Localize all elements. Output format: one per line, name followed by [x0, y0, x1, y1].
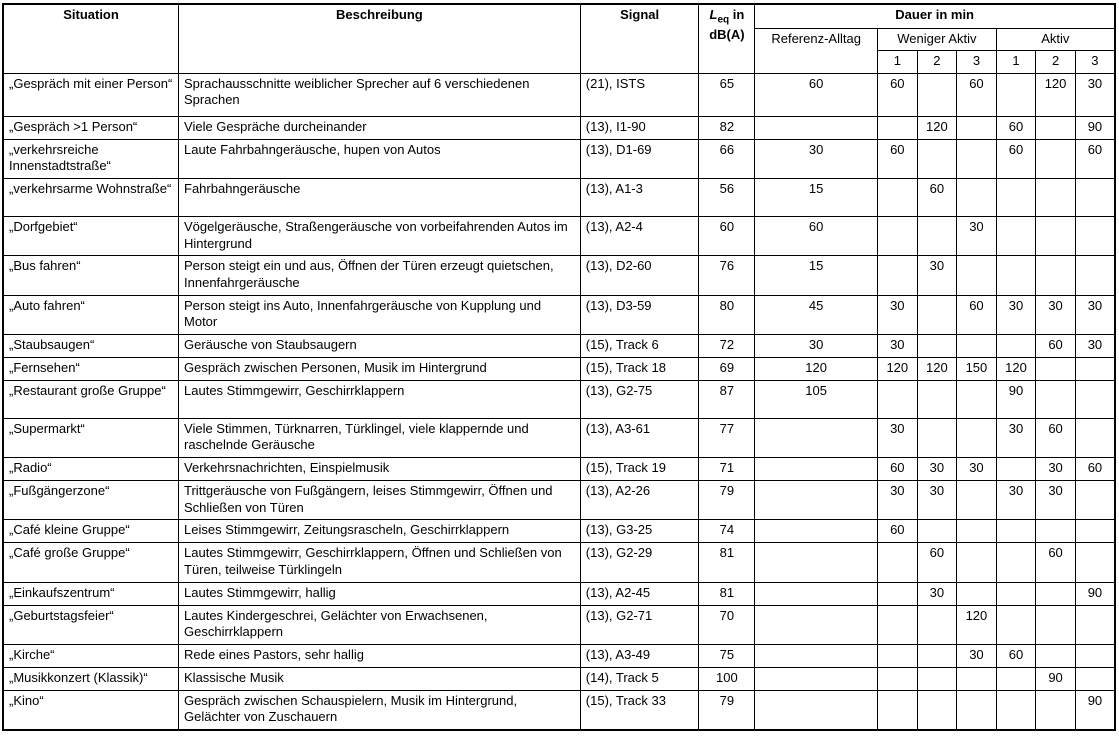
duration-aktiv-3-cell: 30	[1075, 295, 1115, 334]
duration-aktiv-2-cell	[1036, 179, 1076, 217]
duration-weniger-aktiv-3-cell	[957, 690, 997, 730]
duration-aktiv-3-cell	[1075, 179, 1115, 217]
duration-weniger-aktiv-2-cell: 30	[917, 256, 957, 295]
duration-referenz-alltag-cell: 15	[755, 179, 878, 217]
situation-cell: „Fußgängerzone“	[3, 481, 179, 520]
duration-weniger-aktiv-1-cell	[878, 582, 918, 605]
duration-aktiv-2-cell: 30	[1036, 481, 1076, 520]
duration-referenz-alltag-cell	[755, 543, 878, 582]
situation-cell: „Einkaufszentrum“	[3, 582, 179, 605]
table-row	[3, 357, 1115, 380]
duration-aktiv-2-cell	[1036, 380, 1076, 418]
duration-aktiv-2-cell: 90	[1036, 667, 1076, 690]
duration-weniger-aktiv-2-cell: 120	[917, 357, 957, 380]
weniger-aktiv-session-1: 1	[878, 51, 918, 74]
duration-weniger-aktiv-3-cell: 30	[957, 644, 997, 667]
duration-weniger-aktiv-3-cell	[957, 481, 997, 520]
table-row	[3, 582, 1115, 605]
duration-referenz-alltag-cell: 30	[755, 139, 878, 178]
duration-referenz-alltag-cell	[755, 644, 878, 667]
situation-cell: „Staubsaugen“	[3, 334, 179, 357]
duration-aktiv-3-cell	[1075, 256, 1115, 295]
duration-weniger-aktiv-3-cell: 120	[957, 605, 997, 644]
duration-aktiv-3-cell: 90	[1075, 582, 1115, 605]
column-header-weniger-aktiv: Weniger Aktiv	[878, 28, 997, 51]
duration-weniger-aktiv-2-cell	[917, 690, 957, 730]
situation-cell: „Café große Gruppe“	[3, 543, 179, 582]
duration-aktiv-1-cell	[996, 217, 1036, 256]
table-row	[3, 116, 1115, 139]
signal-cell: (13), A3-61	[580, 418, 699, 457]
beschreibung-cell: Viele Stimmen, Türknarren, Türklingel, viele klappernde und raschelnde Geräusche	[179, 418, 581, 457]
duration-weniger-aktiv-1-cell	[878, 543, 918, 582]
duration-referenz-alltag-cell	[755, 667, 878, 690]
situation-cell: „Supermarkt“	[3, 418, 179, 457]
duration-aktiv-2-cell	[1036, 605, 1076, 644]
duration-aktiv-2-cell: 60	[1036, 418, 1076, 457]
table-row	[3, 690, 1115, 730]
duration-referenz-alltag-cell: 120	[755, 357, 878, 380]
duration-weniger-aktiv-3-cell	[957, 334, 997, 357]
situation-cell: „Kirche“	[3, 644, 179, 667]
duration-weniger-aktiv-1-cell: 60	[878, 520, 918, 543]
duration-weniger-aktiv-3-cell	[957, 543, 997, 582]
beschreibung-cell: Lautes Stimmgewirr, Geschirrklappern	[179, 380, 581, 418]
duration-aktiv-1-cell: 60	[996, 644, 1036, 667]
duration-aktiv-1-cell	[996, 256, 1036, 295]
duration-aktiv-1-cell: 60	[996, 139, 1036, 178]
beschreibung-cell: Lautes Kindergeschrei, Gelächter von Erwachsenen, Geschirrklappern	[179, 605, 581, 644]
duration-weniger-aktiv-1-cell: 120	[878, 357, 918, 380]
duration-weniger-aktiv-1-cell	[878, 217, 918, 256]
beschreibung-cell: Lautes Stimmgewirr, Geschirrklappern, Öffnen und Schließen von Türen, teilweise Türklingeln	[179, 543, 581, 582]
leq-value-cell: 60	[699, 217, 755, 256]
duration-aktiv-2-cell	[1036, 116, 1076, 139]
signal-cell: (21), ISTS	[580, 73, 699, 116]
table-row	[3, 644, 1115, 667]
situation-cell: „Auto fahren“	[3, 295, 179, 334]
leq-value-cell: 69	[699, 357, 755, 380]
signal-cell: (13), A1-3	[580, 179, 699, 217]
leq-value-cell: 74	[699, 520, 755, 543]
duration-weniger-aktiv-2-cell: 30	[917, 582, 957, 605]
duration-weniger-aktiv-1-cell	[878, 667, 918, 690]
duration-weniger-aktiv-2-cell: 120	[917, 116, 957, 139]
duration-weniger-aktiv-3-cell: 60	[957, 73, 997, 116]
duration-weniger-aktiv-1-cell	[878, 605, 918, 644]
duration-weniger-aktiv-1-cell: 30	[878, 481, 918, 520]
situation-cell: „Gespräch mit einer Person“	[3, 73, 179, 116]
duration-referenz-alltag-cell: 15	[755, 256, 878, 295]
column-header-referenz-alltag: Referenz-Alltag	[755, 28, 878, 73]
duration-aktiv-3-cell	[1075, 481, 1115, 520]
duration-aktiv-1-cell	[996, 179, 1036, 217]
column-header-situation: Situation	[3, 4, 179, 73]
situation-cell: „Gespräch >1 Person“	[3, 116, 179, 139]
duration-aktiv-1-cell	[996, 73, 1036, 116]
duration-aktiv-2-cell	[1036, 256, 1076, 295]
duration-weniger-aktiv-2-cell	[917, 605, 957, 644]
beschreibung-cell: Lautes Stimmgewirr, hallig	[179, 582, 581, 605]
leq-value-cell: 79	[699, 690, 755, 730]
signal-cell: (13), G2-75	[580, 380, 699, 418]
duration-referenz-alltag-cell	[755, 458, 878, 481]
leq-value-cell: 76	[699, 256, 755, 295]
duration-aktiv-2-cell	[1036, 690, 1076, 730]
table-row	[3, 295, 1115, 334]
leq-value-cell: 82	[699, 116, 755, 139]
leq-value-cell: 77	[699, 418, 755, 457]
duration-weniger-aktiv-3-cell	[957, 418, 997, 457]
beschreibung-cell: Geräusche von Staubsaugern	[179, 334, 581, 357]
duration-referenz-alltag-cell	[755, 481, 878, 520]
duration-referenz-alltag-cell	[755, 520, 878, 543]
column-header-signal: Signal	[580, 4, 699, 73]
duration-aktiv-1-cell	[996, 690, 1036, 730]
duration-aktiv-3-cell	[1075, 217, 1115, 256]
duration-aktiv-2-cell: 30	[1036, 458, 1076, 481]
situation-cell: „Fernsehen“	[3, 357, 179, 380]
duration-weniger-aktiv-1-cell: 30	[878, 295, 918, 334]
duration-weniger-aktiv-1-cell: 60	[878, 139, 918, 178]
duration-weniger-aktiv-2-cell	[917, 73, 957, 116]
leq-symbol: L	[709, 7, 718, 22]
signal-cell: (15), Track 33	[580, 690, 699, 730]
situation-cell: „Bus fahren“	[3, 256, 179, 295]
duration-referenz-alltag-cell: 105	[755, 380, 878, 418]
duration-aktiv-1-cell: 30	[996, 418, 1036, 457]
signal-cell: (15), Track 19	[580, 458, 699, 481]
leq-unit-line2: dB(A)	[709, 27, 745, 43]
signal-cell: (13), A2-4	[580, 217, 699, 256]
duration-weniger-aktiv-2-cell	[917, 334, 957, 357]
duration-aktiv-1-cell	[996, 520, 1036, 543]
duration-aktiv-1-cell	[996, 334, 1036, 357]
duration-weniger-aktiv-1-cell: 30	[878, 418, 918, 457]
noise-situations-table	[2, 3, 1116, 731]
duration-weniger-aktiv-2-cell: 30	[917, 481, 957, 520]
table-body	[3, 73, 1115, 730]
table-row	[3, 543, 1115, 582]
duration-referenz-alltag-cell	[755, 605, 878, 644]
duration-aktiv-3-cell	[1075, 667, 1115, 690]
situation-cell: „Dorfgebiet“	[3, 217, 179, 256]
duration-referenz-alltag-cell: 30	[755, 334, 878, 357]
situation-cell: „Café kleine Gruppe“	[3, 520, 179, 543]
beschreibung-cell: Person steigt ins Auto, Innenfahrgeräusche von Kupplung und Motor	[179, 295, 581, 334]
duration-aktiv-1-cell: 120	[996, 357, 1036, 380]
signal-cell: (13), D1-69	[580, 139, 699, 178]
duration-weniger-aktiv-3-cell	[957, 520, 997, 543]
duration-weniger-aktiv-3-cell: 150	[957, 357, 997, 380]
duration-weniger-aktiv-3-cell	[957, 582, 997, 605]
duration-aktiv-2-cell	[1036, 357, 1076, 380]
duration-weniger-aktiv-3-cell	[957, 179, 997, 217]
duration-aktiv-1-cell: 30	[996, 295, 1036, 334]
beschreibung-cell: Klassische Musik	[179, 667, 581, 690]
duration-weniger-aktiv-2-cell: 60	[917, 543, 957, 582]
table-header	[3, 4, 1115, 73]
table-row	[3, 380, 1115, 418]
column-header-dauer: Dauer in min	[755, 4, 1115, 28]
beschreibung-cell: Leises Stimmgewirr, Zeitungsrascheln, Geschirrklappern	[179, 520, 581, 543]
duration-aktiv-1-cell	[996, 543, 1036, 582]
signal-cell: (13), A2-26	[580, 481, 699, 520]
duration-aktiv-3-cell: 30	[1075, 73, 1115, 116]
duration-weniger-aktiv-1-cell: 60	[878, 73, 918, 116]
duration-aktiv-3-cell	[1075, 418, 1115, 457]
duration-referenz-alltag-cell	[755, 690, 878, 730]
column-header-aktiv: Aktiv	[996, 28, 1115, 51]
beschreibung-cell: Person steigt ein und aus, Öffnen der Türen erzeugt quietschen, Innenfahrgeräusche	[179, 256, 581, 295]
duration-aktiv-1-cell	[996, 605, 1036, 644]
weniger-aktiv-session-2: 2	[917, 51, 957, 74]
duration-aktiv-2-cell: 120	[1036, 73, 1076, 116]
duration-weniger-aktiv-2-cell	[917, 295, 957, 334]
table-row	[3, 179, 1115, 217]
duration-aktiv-1-cell: 60	[996, 116, 1036, 139]
table-row	[3, 458, 1115, 481]
duration-referenz-alltag-cell: 60	[755, 73, 878, 116]
duration-aktiv-3-cell	[1075, 605, 1115, 644]
duration-aktiv-3-cell: 60	[1075, 458, 1115, 481]
leq-value-cell: 87	[699, 380, 755, 418]
duration-weniger-aktiv-3-cell: 30	[957, 458, 997, 481]
duration-weniger-aktiv-2-cell	[917, 667, 957, 690]
signal-cell: (13), D3-59	[580, 295, 699, 334]
leq-value-cell: 80	[699, 295, 755, 334]
table-row	[3, 217, 1115, 256]
signal-cell: (15), Track 18	[580, 357, 699, 380]
signal-cell: (14), Track 5	[580, 667, 699, 690]
situation-cell: „Geburtstagsfeier“	[3, 605, 179, 644]
duration-referenz-alltag-cell: 60	[755, 217, 878, 256]
duration-aktiv-1-cell: 30	[996, 481, 1036, 520]
duration-weniger-aktiv-1-cell	[878, 380, 918, 418]
situation-cell: „verkehrsreiche Innenstadtstraße“	[3, 139, 179, 178]
duration-aktiv-2-cell	[1036, 582, 1076, 605]
signal-cell: (13), G3-25	[580, 520, 699, 543]
leq-value-cell: 81	[699, 582, 755, 605]
duration-referenz-alltag-cell	[755, 582, 878, 605]
signal-cell: (13), G2-71	[580, 605, 699, 644]
duration-weniger-aktiv-1-cell	[878, 256, 918, 295]
beschreibung-cell: Gespräch zwischen Schauspielern, Musik im Hintergrund, Gelächter von Zuschauern	[179, 690, 581, 730]
signal-cell: (13), D2-60	[580, 256, 699, 295]
beschreibung-cell: Verkehrsnachrichten, Einspielmusik	[179, 458, 581, 481]
duration-aktiv-3-cell: 60	[1075, 139, 1115, 178]
beschreibung-cell: Sprachausschnitte weiblicher Sprecher auf 6 verschiedenen Sprachen	[179, 73, 581, 116]
duration-weniger-aktiv-1-cell	[878, 116, 918, 139]
beschreibung-cell: Gespräch zwischen Personen, Musik im Hintergrund	[179, 357, 581, 380]
situation-cell: „Kino“	[3, 690, 179, 730]
signal-cell: (13), I1-90	[580, 116, 699, 139]
leq-value-cell: 100	[699, 667, 755, 690]
duration-weniger-aktiv-3-cell	[957, 256, 997, 295]
duration-weniger-aktiv-2-cell	[917, 520, 957, 543]
beschreibung-cell: Fahrbahngeräusche	[179, 179, 581, 217]
duration-aktiv-3-cell: 90	[1075, 690, 1115, 730]
beschreibung-cell: Trittgeräusche von Fußgängern, leises Stimmgewirr, Öffnen und Schließen von Türen	[179, 481, 581, 520]
duration-aktiv-2-cell	[1036, 520, 1076, 543]
duration-weniger-aktiv-3-cell	[957, 116, 997, 139]
duration-aktiv-1-cell	[996, 458, 1036, 481]
duration-aktiv-3-cell: 30	[1075, 334, 1115, 357]
beschreibung-cell: Laute Fahrbahngeräusche, hupen von Autos	[179, 139, 581, 178]
duration-weniger-aktiv-3-cell: 30	[957, 217, 997, 256]
duration-aktiv-2-cell	[1036, 644, 1076, 667]
situation-cell: „Musikkonzert (Klassik)“	[3, 667, 179, 690]
header-row-main	[3, 4, 1115, 28]
duration-weniger-aktiv-2-cell	[917, 380, 957, 418]
duration-weniger-aktiv-1-cell	[878, 179, 918, 217]
duration-aktiv-3-cell	[1075, 357, 1115, 380]
duration-aktiv-2-cell: 60	[1036, 334, 1076, 357]
duration-weniger-aktiv-1-cell: 60	[878, 458, 918, 481]
table-row	[3, 73, 1115, 116]
duration-weniger-aktiv-2-cell: 60	[917, 179, 957, 217]
duration-weniger-aktiv-3-cell: 60	[957, 295, 997, 334]
duration-aktiv-3-cell: 90	[1075, 116, 1115, 139]
duration-aktiv-3-cell	[1075, 380, 1115, 418]
signal-cell: (15), Track 6	[580, 334, 699, 357]
duration-referenz-alltag-cell: 45	[755, 295, 878, 334]
duration-weniger-aktiv-2-cell	[917, 644, 957, 667]
table-row	[3, 667, 1115, 690]
duration-weniger-aktiv-2-cell	[917, 139, 957, 178]
duration-aktiv-3-cell	[1075, 543, 1115, 582]
column-header-beschreibung: Beschreibung	[179, 4, 581, 73]
table-row	[3, 139, 1115, 178]
duration-weniger-aktiv-3-cell	[957, 139, 997, 178]
duration-weniger-aktiv-1-cell: 30	[878, 334, 918, 357]
signal-cell: (13), A3-49	[580, 644, 699, 667]
beschreibung-cell: Rede eines Pastors, sehr hallig	[179, 644, 581, 667]
situation-cell: „verkehrsarme Wohnstraße“	[3, 179, 179, 217]
leq-value-cell: 70	[699, 605, 755, 644]
duration-aktiv-1-cell	[996, 667, 1036, 690]
leq-value-cell: 79	[699, 481, 755, 520]
aktiv-session-2: 2	[1036, 51, 1076, 74]
leq-value-cell: 56	[699, 179, 755, 217]
duration-weniger-aktiv-1-cell	[878, 644, 918, 667]
table-row	[3, 418, 1115, 457]
leq-unit-rest: in	[729, 7, 745, 22]
duration-weniger-aktiv-3-cell	[957, 667, 997, 690]
duration-aktiv-2-cell: 60	[1036, 543, 1076, 582]
column-header-leq	[699, 4, 755, 73]
duration-weniger-aktiv-3-cell	[957, 380, 997, 418]
aktiv-session-3: 3	[1075, 51, 1115, 74]
beschreibung-cell: Viele Gespräche durcheinander	[179, 116, 581, 139]
table-row	[3, 481, 1115, 520]
leq-value-cell: 72	[699, 334, 755, 357]
duration-referenz-alltag-cell	[755, 116, 878, 139]
duration-aktiv-1-cell	[996, 582, 1036, 605]
duration-aktiv-2-cell	[1036, 217, 1076, 256]
beschreibung-cell: Vögelgeräusche, Straßengeräusche von vorbeifahrenden Autos im Hintergrund	[179, 217, 581, 256]
table-row	[3, 334, 1115, 357]
duration-weniger-aktiv-2-cell: 30	[917, 458, 957, 481]
leq-value-cell: 81	[699, 543, 755, 582]
duration-aktiv-1-cell: 90	[996, 380, 1036, 418]
aktiv-session-1: 1	[996, 51, 1036, 74]
duration-referenz-alltag-cell	[755, 418, 878, 457]
duration-weniger-aktiv-2-cell	[917, 418, 957, 457]
leq-value-cell: 75	[699, 644, 755, 667]
leq-value-cell: 71	[699, 458, 755, 481]
table-row	[3, 520, 1115, 543]
duration-aktiv-3-cell	[1075, 644, 1115, 667]
signal-cell: (13), A2-45	[580, 582, 699, 605]
duration-aktiv-2-cell: 30	[1036, 295, 1076, 334]
duration-weniger-aktiv-1-cell	[878, 690, 918, 730]
signal-cell: (13), G2-29	[580, 543, 699, 582]
table-row	[3, 256, 1115, 295]
duration-aktiv-2-cell	[1036, 139, 1076, 178]
situation-cell: „Radio“	[3, 458, 179, 481]
weniger-aktiv-session-3: 3	[957, 51, 997, 74]
duration-weniger-aktiv-2-cell	[917, 217, 957, 256]
table-row	[3, 605, 1115, 644]
duration-aktiv-3-cell	[1075, 520, 1115, 543]
leq-value-cell: 65	[699, 73, 755, 116]
leq-value-cell: 66	[699, 139, 755, 178]
situation-cell: „Restaurant große Gruppe“	[3, 380, 179, 418]
leq-subscript: eq	[717, 14, 730, 26]
